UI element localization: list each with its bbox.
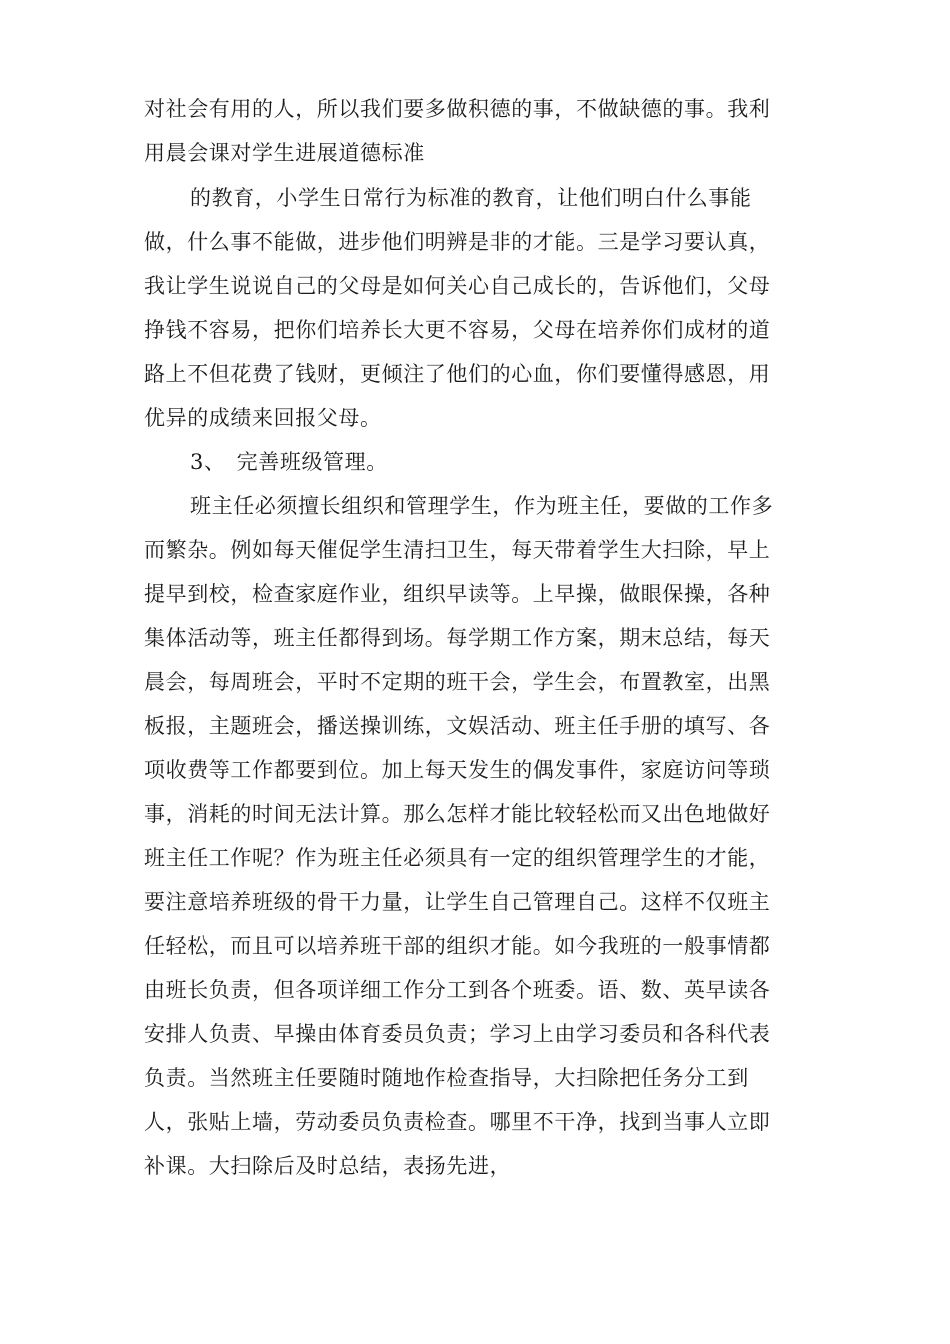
text-line: 优异的成绩来回报父母。 <box>144 406 382 430</box>
text-line: 挣钱不容易，把你们培养长大更不容易，父母在培养你们成材的道 <box>144 318 771 342</box>
text-line: 班主任必须擅长组织和管理学生，作为班主任，要做的工作多 <box>190 494 774 518</box>
text-line: 板报，主题班会，播送操训练，文娱活动、班主任手册的填写、各 <box>144 714 771 738</box>
text-line: 用晨会课对学生进展道德标准 <box>144 141 425 165</box>
text-line: 由班长负责，但各项详细工作分工到各个班委。语、数、英早读各 <box>144 978 771 1002</box>
text-line: 人，张贴上墙，劳动委员负责检查。哪里不干净，找到当事人立即 <box>144 1110 771 1134</box>
text-line: 事，消耗的时间无法计算。那么怎样才能比较轻松而又出色地做好 <box>144 802 771 826</box>
text-line: 晨会，每周班会，平时不定期的班干会，学生会，布置教室，出黑 <box>144 670 771 694</box>
text-line: 我让学生说说自己的父母是如何关心自己成长的，告诉他们，父母 <box>144 274 771 298</box>
text-line: 集体活动等，班主任都得到场。每学期工作方案，期末总结，每天 <box>144 626 771 650</box>
text-line: 做，什么事不能做，进步他们明辨是非的才能。三是学习要认真， <box>144 230 771 254</box>
section-heading: 3、 完善班级管理。 <box>190 450 388 474</box>
text-line: 安排人负责、早操由体育委员负责；学习上由学习委员和各科代表 <box>144 1022 771 1046</box>
text-line: 路上不但花费了钱财，更倾注了他们的心血，你们要懂得感恩，用 <box>144 362 771 386</box>
text-line: 任轻松，而且可以培养班干部的组织才能。如今我班的一般事情都 <box>144 934 771 958</box>
text-line: 负责。当然班主任要随时随地作检查指导，大扫除把任务分工到 <box>144 1066 749 1090</box>
text-line: 补课。大扫除后及时总结，表扬先进， <box>144 1154 512 1178</box>
text-line: 对社会有用的人，所以我们要多做积德的事，不做缺德的事。我利 <box>144 97 771 121</box>
text-line: 班主任工作呢？作为班主任必须具有一定的组织管理学生的才能， <box>144 846 771 870</box>
text-line: 的教育，小学生日常行为标准的教育，让他们明白什么事能 <box>190 186 752 210</box>
text-line: 提早到校，检查家庭作业，组织早读等。上早操，做眼保操，各种 <box>144 582 771 606</box>
text-line: 要注意培养班级的骨干力量，让学生自己管理自己。这样不仅班主 <box>144 890 771 914</box>
text-line: 项收费等工作都要到位。加上每天发生的偶发事件，家庭访问等琐 <box>144 758 771 782</box>
text-line: 而繁杂。例如每天催促学生清扫卫生，每天带着学生大扫除，早上 <box>144 538 771 562</box>
